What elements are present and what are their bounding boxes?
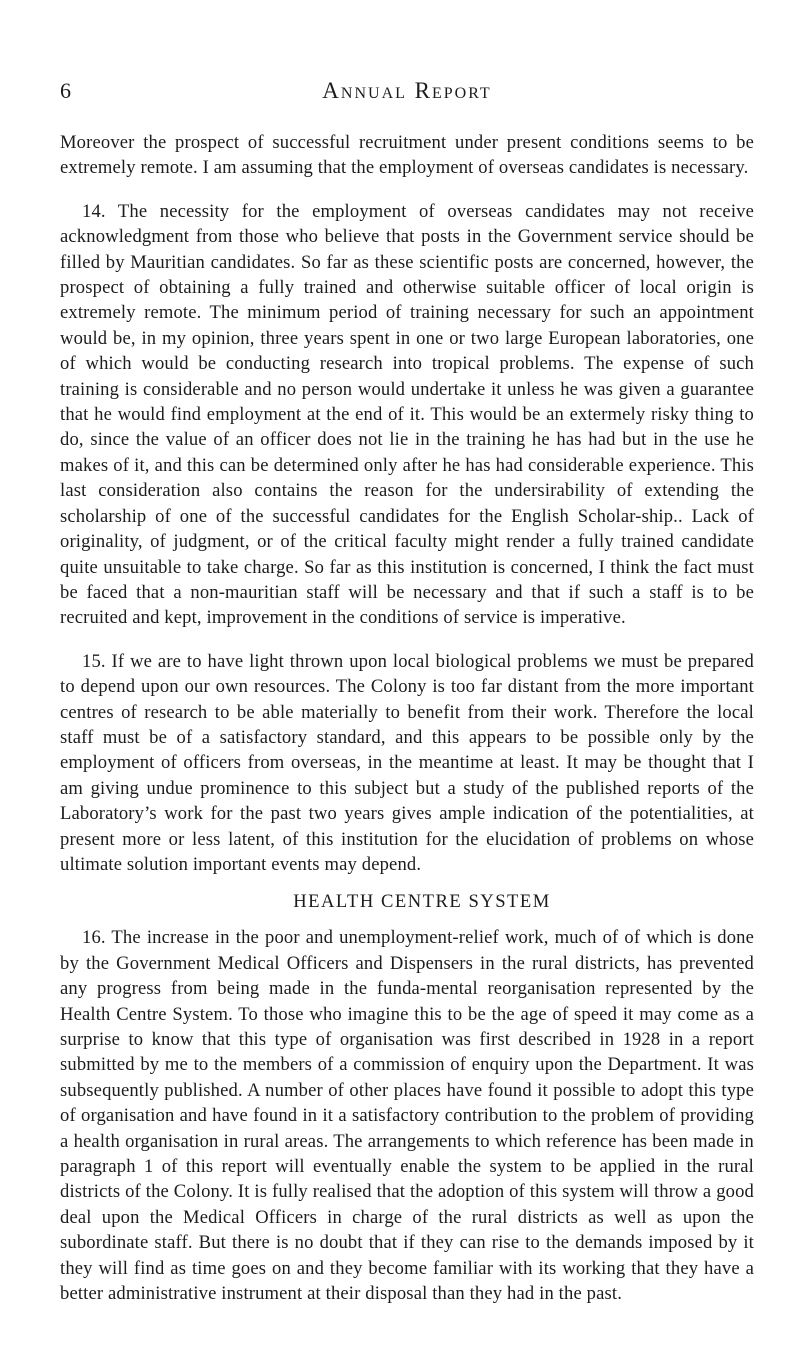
running-header	[60, 78, 754, 108]
section-heading: HEALTH CENTRE SYSTEM	[293, 891, 551, 913]
paragraph-14: 14. The necessity for the employment of overseas candidates may not receive acknowledgment from those who believe that posts in the Government service should be filled by Mauritian candidates. So far as these scientific posts are concerned, however, the prospect of obtaining a fully trained and otherwise suitable officer of local origin is extremely remote. The minimum period of training necessary for such an appointment would be, in my opinion, three years spent in one or two large European laboratories, one of which would be conducting research into tropical problems. The expense of such training is considerable and no person would undertake it unless he was given a guarantee that he would find employment at the end of it. This would be an extermely risky thing to do, since the value of an officer does not lie in the training he has had but in the use he makes of it, and this can be determined only after he has had considerable experience. This last consideration also contains the reason for the undersirability of extending the scholarship of one of the successful candidates for the English Scholar-ship.. Lack of originality, of judgment, or of the critical faculty might render a fully trained candidate quite unsuitable to take charge. So far as this institution is concerned, I think the fact must be faced that a non-mauritian staff will be necessary and that if such a staff is to be recruited and kept, improvement in the conditions of service is imperative.	[60, 200, 754, 629]
paragraph-intro: Moreover the prospect of successful recruitment under present conditions seems to be extremely remote. I am assuming that the employment of overseas candidates is necessary.	[60, 132, 754, 179]
report-title: Annual Report	[322, 78, 492, 103]
page-number: 6	[60, 78, 72, 103]
paragraph-16: 16. The increase in the poor and unemployment-relief work, much of of which is done by the Government Medical Officers and Dispensers in the rural districts, has prevented any progress from being made in the funda-mental reorganisation represented by the Health Centre System. To those who imagine this to be the age of speed it may come as a surprise to know that this type of organisation was first described in 1928 in a report submitted by me to the members of a commission of enquiry upon the Department. It was subsequently published. A number of other places have found it possible to adopt this type of organisation and have found in it a satisfactory contribution to the problem of providing a health organisation in rural areas. The arrangements to which reference has been made in paragraph 1 of this report will eventually enable the system to be applied in the rural districts of the Colony. It is fully realised that the adoption of this system will throw a good deal upon the Medical Officers in charge of the rural districts as well as upon the subordinate staff. But there is no doubt that if they can rise to the demands imposed by it they will find as time goes on and they become familiar with its working that they have a better administrative instrument at their disposal than they had in the past.	[60, 927, 754, 1305]
report-body	[60, 130, 754, 1306]
paragraph-15: 15. If we are to have light thrown upon local biological problems we must be prepared to depend upon our own resources. The Colony is too far distant from the more important centres of research to be able materially to benefit from their work. Therefore the local staff must be of a satisfactory standard, and this appears to be possible only by the employment of officers from overseas, in the meantime at least. It may be thought that I am giving undue prominence to this subject but a study of the published reports of the Laboratory’s work for the past two years gives ample indication of the potentialities, at present more or less latent, of this institution for the elucidation of problems on whose ultimate solution important events may depend.	[60, 650, 754, 875]
